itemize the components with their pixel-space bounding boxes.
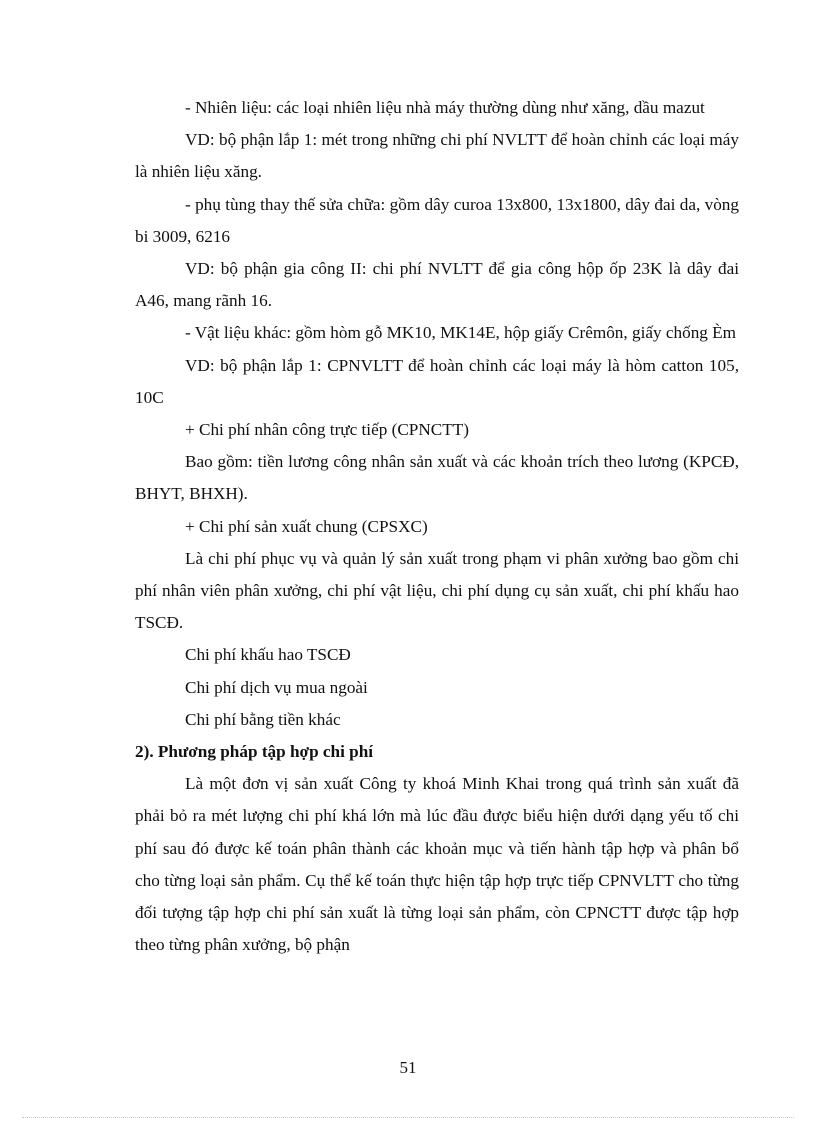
paragraph-overhead-cost: + Chi phí sản xuất chung (CPSXC) xyxy=(185,516,428,536)
paragraph-labor-cost-detail: Bao gồm: tiền lương công nhân sản xuất và các khoản trích theo lương (KPCĐ, BHYT, BHXH). xyxy=(135,452,739,504)
list-item-depreciation: Chi phí khấu hao TSCĐ xyxy=(185,645,351,665)
paragraph-overhead-cost-detail: Là chi phí phục vụ và quản lý sản xuất trong phạm vi phân xưởng bao gồm chi phí nhân viên phân xưởng, chi phí vật liệu, chi phí dụng cụ sản xuất, chi phí khấu hao TSCĐ. xyxy=(135,548,739,633)
page-bottom-border xyxy=(22,1117,794,1118)
paragraph-other-materials: - Vật liệu khác: gồm hòm gỗ MK10, MK14E, hộp giấy Crêmôn, giấy chống Èm xyxy=(185,323,737,343)
paragraph-other-materials-example: VD: bộ phận lắp 1: CPNVLTT để hoàn chỉnh các loại máy là hòm catton 105, 10C xyxy=(135,355,739,407)
paragraph-spare-parts-example: VD: bộ phận gia công II: chi phí NVLTT để gia công hộp ốp 23K là dây đai A46, mang rãnh 16. xyxy=(135,259,739,311)
paragraph-fuel-example: VD: bộ phận lắp 1: mét trong những chi phí NVLTT để hoàn chỉnh các loại máy là nhiên liệu xăng. xyxy=(135,130,739,182)
page-number: 51 xyxy=(399,1058,417,1077)
list-item-other-cash-costs: Chi phí bằng tiền khác xyxy=(185,709,341,729)
document-body xyxy=(135,92,739,961)
paragraph-cost-aggregation: Là một đơn vị sản xuất Công ty khoá Minh Khai trong quá trình sản xuất đã phải bỏ ra mét lượng chi phí khá lớn mà lúc đầu được biểu hiện dưới dạng yếu tố chi phí sau đó được kế toán phân thành các khoản mục và tiến hành tập hợp và phân bổ cho từng loại sản phẩm. Cụ thể kế toán thực hiện tập hợp trực tiếp CPNVLTT cho từng đối tượng tập hợp chi phí sản xuất là từng loại sản phẩm, còn CPNCTT được tập hợp theo từng phân xưởng, bộ phận xyxy=(135,774,739,955)
paragraph-labor-cost: + Chi phí nhân công trực tiếp (CPNCTT) xyxy=(185,420,469,440)
section-heading: 2). Phương pháp tập hợp chi phí xyxy=(135,742,374,762)
paragraph-spare-parts: - phụ tùng thay thế sửa chữa: gồm dây curoa 13x800, 13x1800, dây đai da, vòng bi 3009, 6216 xyxy=(135,194,739,246)
list-item-outsourced-services: Chi phí dịch vụ mua ngoài xyxy=(185,677,368,697)
paragraph-fuel: - Nhiên liệu: các loại nhiên liệu nhà máy thường dùng như xăng, dầu mazut xyxy=(185,98,705,117)
